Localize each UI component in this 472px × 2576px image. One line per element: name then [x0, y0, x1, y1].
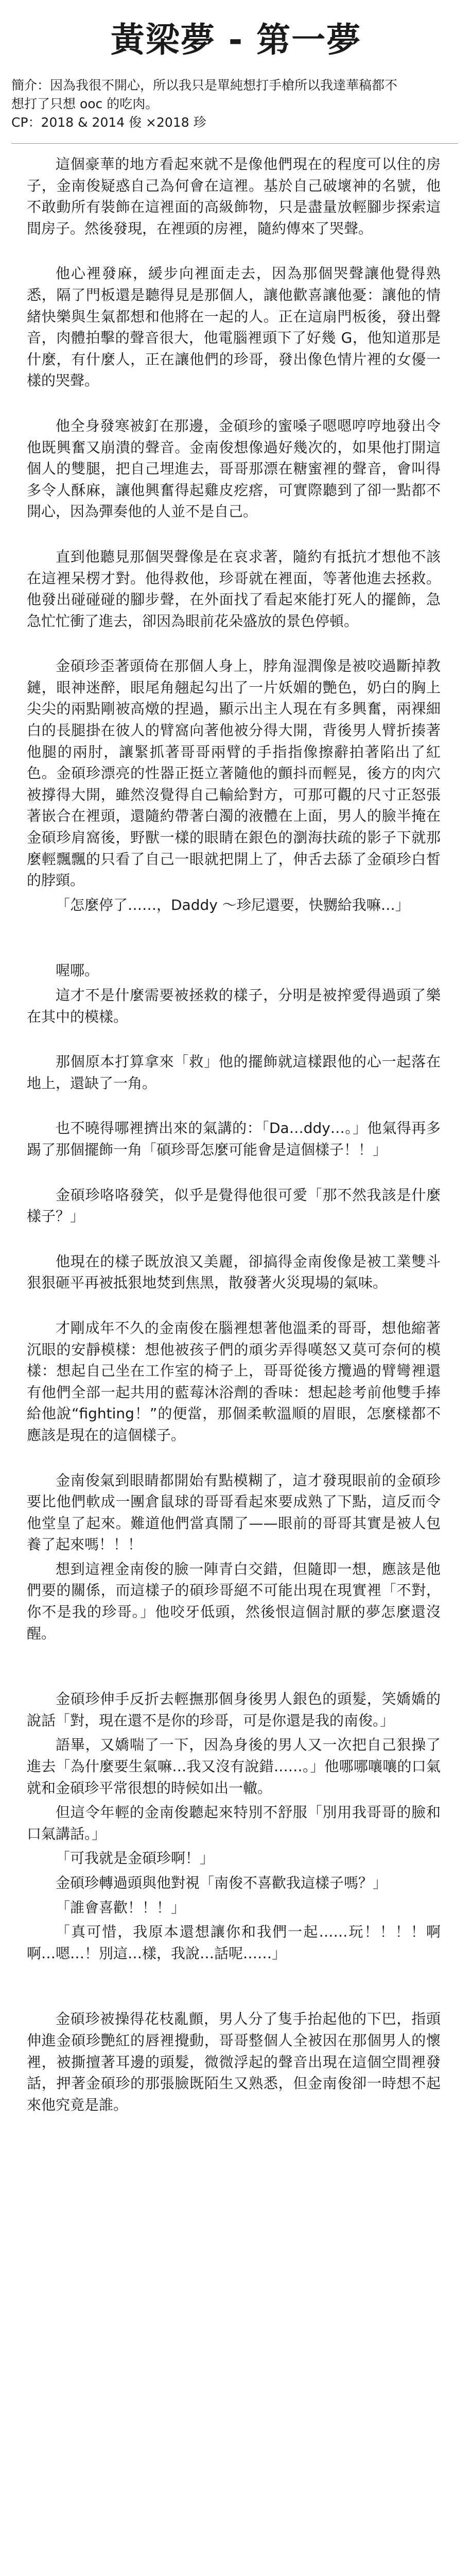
paragraph: 金南俊氣到眼睛都開始有點模糊了，這才發現眼前的金碩珍要比他們軟成一團倉鼠球的哥哥看起來要成熟了下點，這反而令他堂皇了起來。難道他們當真鬧了——眼前的哥哥其實是被人包養了起來嗎！！！: [27, 1471, 441, 1553]
paragraph: 金碩珍被操得花枝亂顫，男人分了隻手抬起他的下巴，指頭伸進金碩珍艷紅的唇裡攪動，哥哥整個人全被因在那個男人的懷裡，被撕擅著耳邊的頭髮，微微浮起的聲音出現在這個空間裡發話，押著金碩珍的那張臉既陌生又熟悉，但金南俊卻一時想不起來他究竟是誰。: [27, 2010, 441, 2113]
dialogue-line: 金碩珍轉過頭與他對視「南俊不喜歡我這樣子嗎？」: [56, 1874, 388, 1891]
story-title: 黃梁夢 - 第一夢: [110, 20, 362, 60]
dialogue-line: 「可我就是金碩珍啊！」: [56, 1850, 215, 1867]
paragraph: 這才不是什麼需要被拯救的樣子，分明是被搾愛得過頭了樂在其中的模樣。: [27, 987, 441, 1025]
intro-block: [11, 76, 454, 132]
paragraph: 語畢，又嬌喘了一下，因為身後的男人又一次把自己狠操了進去「為什麼要生氣嘛…我又沒有說錯……。」他哪哪嚷嚷的口氣就和金碩珍平常很想的時候如出一轍。: [27, 1736, 441, 1797]
paragraph: 但這令年輕的金南俊聽起來特別不舒服「別用我哥哥的臉和口氣講話。」: [27, 1804, 441, 1842]
paragraph: 那個原本打算拿來「救」他的擺飾就這樣跟他的心一起落在地上，還缺了一角。: [27, 1053, 441, 1092]
paragraph: 他現在的樣子既放浪又美麗，卻搞得金南俊像是被工業雙斗狠狠砸平再被抵狠地焚到焦黑，散發著火災現場的氣味。: [27, 1252, 441, 1292]
paragraph: 也不曉得哪裡擠出來的氣講的：「Da…ddy…。」他氣得再多踢了那個擺飾一角「碩珍哥怎麼可能會是這個樣子！！」: [27, 1120, 441, 1158]
paragraph: 喔哪。: [56, 962, 99, 979]
intro-line: 想打了只想 ooc 的吃肉。: [11, 96, 159, 111]
section-divider: [11, 143, 458, 144]
paragraph: 金碩珍咯咯發笑，似乎是覺得他很可愛「那不然我該是什麼樣子？」: [27, 1186, 441, 1225]
story-body: [27, 154, 441, 2139]
cp-line: CP：2018 & 2014 俊 ×2018 珍: [11, 115, 206, 130]
paragraph: 才剛成年不久的金南俊在腦裡想著他溫柔的哥哥，想他縮著沉眼的安靜模樣：想他被孩子們的頑劣弄得嘆怒又莫可奈何的模樣：想起自己坐在工作室的椅子上，哥哥從後方攬過的臂彎裡還有他們全部一起共用的藍莓沐浴劑的香味：想起趁考前他雙手捧給他說“fighting！”的便當，那個柔軟溫順的眉眼，怎麼樣都不應該是現在的這個樣子。: [27, 1319, 441, 1444]
paragraph: 他全身發寒被釘在那邊，金碩珍的蜜嗓子嗯嗯哼哼地發出令他既興奮又崩潰的聲音。金南俊想像過好幾次的，如果他打開這個人的雙腿，把自己埋進去，哥哥那漂在糖蜜裡的聲音，會叫得多令人酥麻，讓他興奮得起雞皮疙瘩，可實際聽到了卻一點都不開心，因為彈奏他的人並不是自己。: [27, 417, 441, 520]
dialogue-line: 「真可惜，我原本還想讓你和我們一起……玩！！！！啊啊…嗯…！別這…樣，我說…話呢……」: [27, 1923, 441, 1962]
dialogue-line: 「怎麼停了……，Daddy ～珍尼還要，快嬲給我嘛…」: [56, 896, 410, 913]
paragraph: 他心裡發麻，緩步向裡面走去，因為那個哭聲讓他覺得熟悉，隔了門板還是聽得見是那個人，讓他歡喜讓他憂：讓他的情緒快樂與生氣都想和他將在一起的人。正在這扇門板後，發出聲音，肉體拍擊的聲音很大，他電腦裡頭下了好幾 G，他知道那是什麼，有什麼人，正在讓他們的珍哥，發出像色情片裡的女優一樣的哭聲。: [27, 265, 441, 389]
intro-line: 簡介：因為我很不開心，所以我只是單純想打手槍所以我達華稿都不: [11, 78, 398, 93]
dialogue-line: 「誰會喜歡！！！」: [56, 1899, 186, 1916]
paragraph: 這個豪華的地方看起來就不是像他們現在的程度可以住的房子，金南俊疑惑自己為何會在這裡。基於自己破壞神的名號，他不敢動所有裝飾在這裡面的高級飾物，只是盡量放輕腳步探索這間房子。然後發現，在裡頭的房裡，隨約傳來了哭聲。: [27, 156, 441, 237]
paragraph: 想到這裡金南俊的臉一陣青白交錯，但隨即一想，應該是他們要的關係，而這樣子的碩珍哥絕不可能出現在現實裡「不對，你不是我的珍哥。」他咬牙低頭，然後恨這個討厭的夢怎麼還沒醒。: [27, 1560, 441, 1642]
paragraph: 直到他聽見那個哭聲像是在哀求著，隨約有抵抗才想他不該在這裡呆楞才對。他得救他，珍哥就在裡面，等著他進去拯救。他發出碰碰碰的腳步聲，在外面找了看起來能打死人的擺飾，急急忙忙衝了進去，卻因為眼前花朵盛放的景色停頓。: [27, 548, 441, 630]
paragraph: 金碩珍伸手反折去輕撫那個身後男人銀色的頭髮，笑嬌嬌的說話「對，現在還不是你的珍哥，可是你還是我的南俊。」: [27, 1690, 441, 1729]
paragraph: 金碩珍歪著頭倚在那個人身上，脖角湿潤像是被咬過斷掉教鏈，眼神迷醉，眼尾角翹起勾出了一片妖媚的艷色，奶白的胸上尖尖的兩點剛被高燉的捏過，顯示出主人現在有多興奮，兩裸細白的長腿掛在彼人的臂窩向著他被分得大開，背後男人臂折揍著他腿的兩肘，讓緊抓著哥哥兩臂的手指指像擦辭拍著陷出了紅色。金碩珍漂亮的性器正挺立著隨他的顫抖而輕晃，後方的肉穴被撐得大開，雖然沒覺得自己輸給對方，可那可觀的尺寸正怒張著嵌合在裡頭，還隨約帶著白濁的液體在上面，男人的臉半掩在金碩珍肩窩後，野獸一樣的眼睛在銀色的瀏海扶疏的影子下就那麼輕飄飄的只看了自己一眼就把開上了，伸舌去舔了金碩珍白皙的脖頸。: [27, 657, 441, 889]
